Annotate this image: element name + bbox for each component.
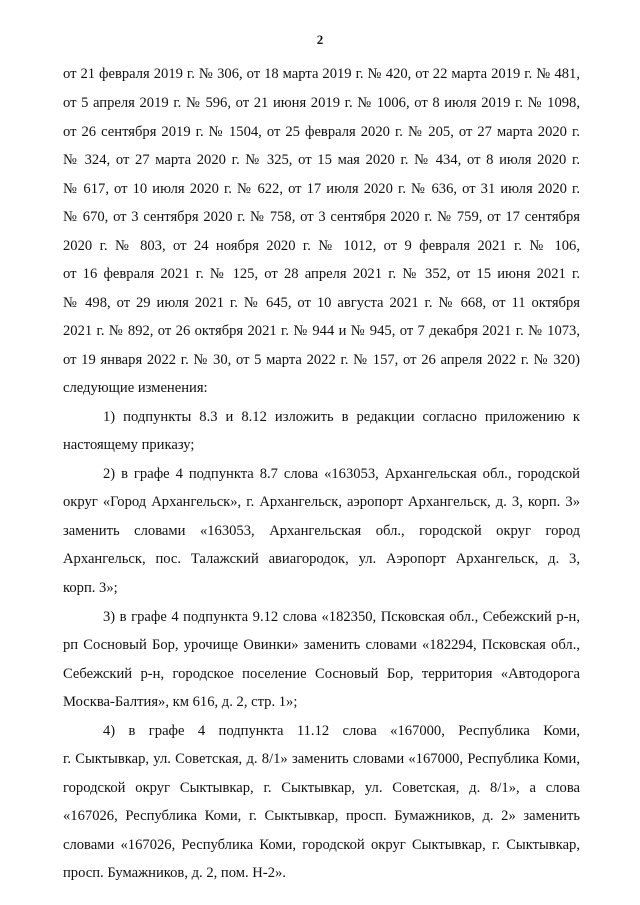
text-line: № 324, от 27 марта 2020 г. № 325, от 15 мая 2020 г. № 434, от 8 июля 2020 г.	[63, 152, 580, 168]
list-item-2-line: округ «Город Архангельск», г. Архангельск, аэропорт Архангельск, д. 3, корп. 3»	[63, 494, 580, 510]
list-item-4-line: г. Сыктывкар, ул. Советская, д. 8/1» заменить словами «167000, Республика Коми,	[63, 751, 580, 767]
text-line: № 670, от 3 сентября 2020 г. № 758, от 3 сентября 2020 г. № 759, от 17 сентября	[63, 209, 580, 225]
list-item-4-line: 4) в графе 4 подпункта 11.12 слова «167000, Республика Коми,	[103, 723, 580, 739]
text-line: № 617, от 10 июля 2020 г. № 622, от 17 июля 2020 г. № 636, от 31 июля 2020 г.	[63, 181, 580, 197]
list-item-3-line: Москва-Балтия», км 616, д. 2, стр. 1»;	[63, 694, 298, 710]
list-item-3-line: 3) в графе 4 подпункта 9.12 слова «182350, Псковская обл., Себежский р-н,	[103, 609, 580, 625]
text-line: № 498, от 29 июля 2021 г. № 645, от 10 августа 2021 г. № 668, от 11 октября	[63, 295, 580, 311]
text-line: от 26 сентября 2019 г. № 1504, от 25 февраля 2020 г. № 205, от 27 марта 2020 г.	[63, 124, 580, 140]
text-line: от 16 февраля 2021 г. № 125, от 28 апреля 2021 г. № 352, от 15 июня 2021 г.	[63, 266, 580, 282]
list-item-4-line: просп. Бумажников, д. 2, пом. Н-2».	[63, 865, 286, 881]
list-item-3-line: рп Сосновый Бор, урочище Овинки» заменить словами «182294, Псковская обл.,	[63, 637, 580, 653]
text-line: 2020 г. № 803, от 24 ноября 2020 г. № 1012, от 9 февраля 2021 г. № 106,	[63, 238, 580, 254]
page-number: 2	[316, 32, 324, 47]
list-item-2-line: 2) в графе 4 подпункта 8.7 слова «163053, Архангельская обл., городской	[103, 466, 580, 482]
text-line: от 5 апреля 2019 г. № 596, от 21 июня 2019 г. № 1006, от 8 июля 2019 г. № 1098,	[63, 95, 580, 111]
text-line: от 21 февраля 2019 г. № 306, от 18 марта 2019 г. № 420, от 22 марта 2019 г. № 481,	[63, 66, 580, 82]
text-line: от 19 января 2022 г. № 30, от 5 марта 2022 г. № 157, от 26 апреля 2022 г. № 320)	[63, 352, 580, 368]
list-item-2-line: Архангельск, пос. Талажский авиагородок, ул. Аэропорт Архангельск, д. 3,	[63, 551, 580, 567]
list-item-2-line: корп. 3»;	[63, 580, 118, 596]
text-line: следующие изменения:	[63, 380, 208, 396]
text-line: 2021 г. № 892, от 26 октября 2021 г. № 944 и № 945, от 7 декабря 2021 г. № 1073,	[63, 323, 580, 339]
list-item-1-line: 1) подпункты 8.3 и 8.12 изложить в редакции согласно приложению к	[103, 409, 580, 425]
list-item-4-line: городской округ Сыктывкар, г. Сыктывкар, ул. Советская, д. 8/1», а слова	[63, 780, 580, 796]
list-item-3-line: Себежский р-н, городское поселение Сосновый Бор, территория «Автодорога	[63, 666, 580, 682]
list-item-1-line: настоящему приказу;	[63, 437, 195, 453]
list-item-4-line: словами «167026, Республика Коми, городской округ Сыктывкар, г. Сыктывкар,	[63, 837, 580, 853]
list-item-2-line: заменить словами «163053, Архангельская обл., городской округ город	[63, 523, 580, 539]
list-item-4-line: «167026, Республика Коми, г. Сыктывкар, просп. Бумажников, д. 2» заменить	[63, 808, 580, 824]
